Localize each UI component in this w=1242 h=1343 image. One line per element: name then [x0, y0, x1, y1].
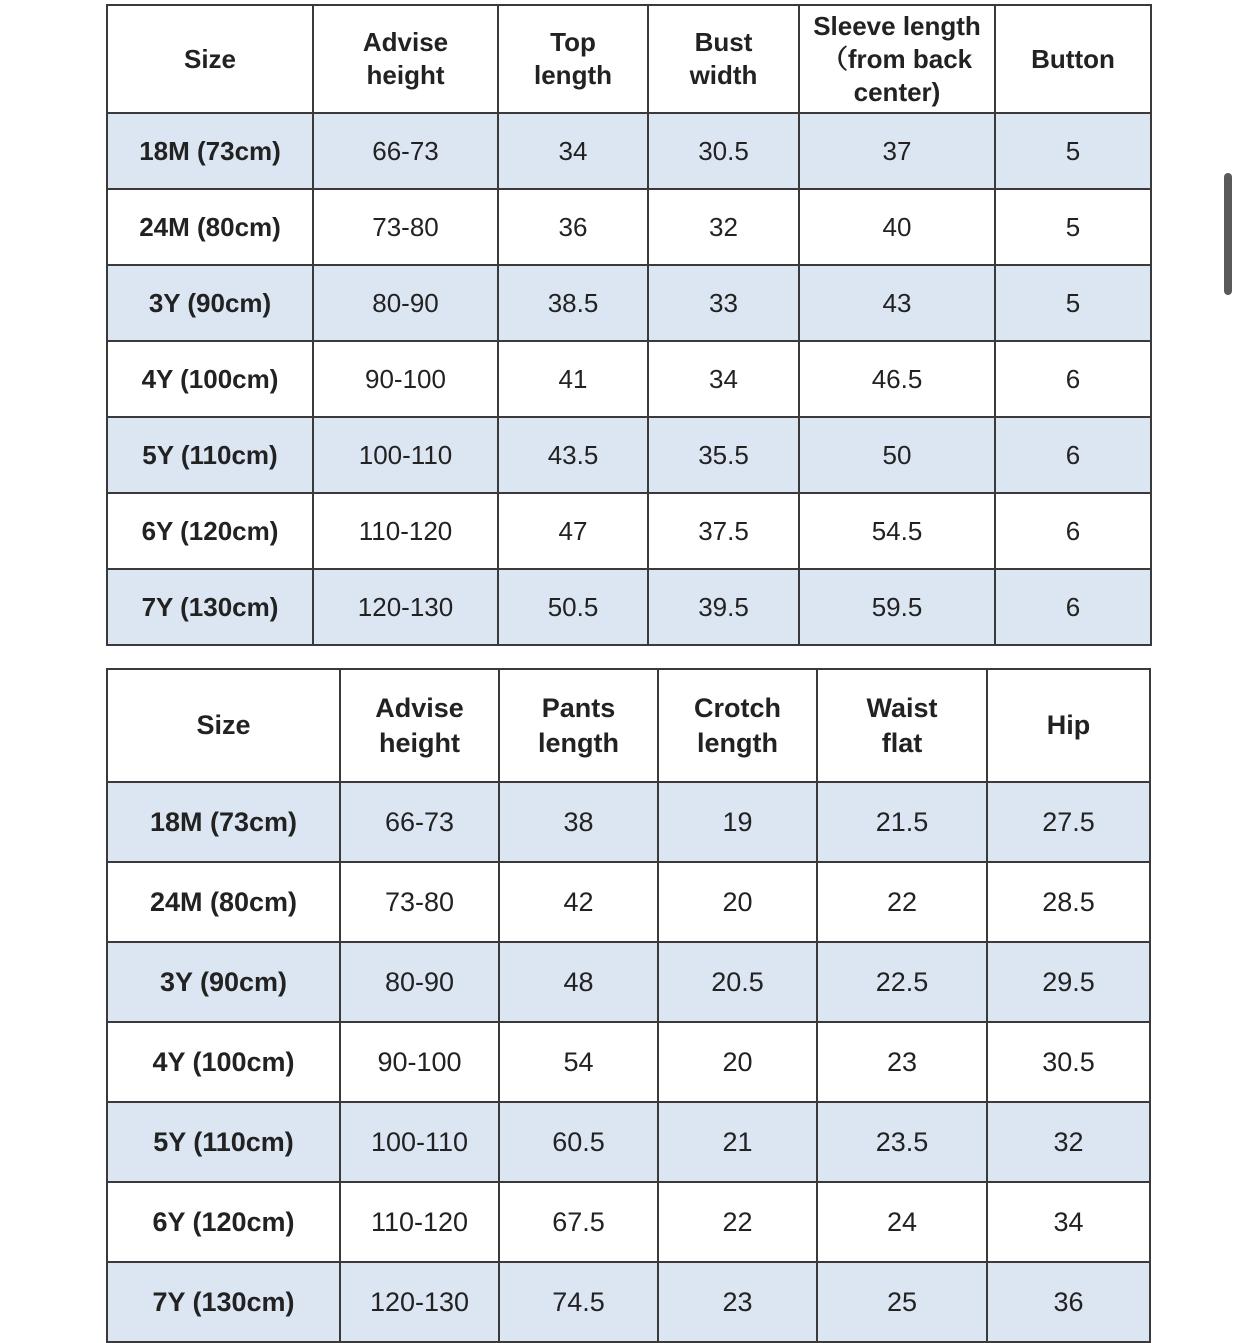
table-row — [107, 1022, 1150, 1102]
table-cell: 110-120 — [313, 493, 498, 569]
table-cell: 20 — [658, 1022, 817, 1102]
table-cell: 22 — [658, 1182, 817, 1262]
header-button: Button — [995, 5, 1151, 113]
top-size-table — [106, 4, 1152, 646]
table-cell: 32 — [987, 1102, 1150, 1182]
table-row — [107, 113, 1151, 189]
table-row — [107, 341, 1151, 417]
table-cell: 35.5 — [648, 417, 799, 493]
table-cell: 5 — [995, 189, 1151, 265]
table-cell: 50.5 — [498, 569, 648, 645]
table-cell: 37 — [799, 113, 995, 189]
header-top-length: Top length — [498, 5, 648, 113]
table-cell: 120-130 — [313, 569, 498, 645]
header-size: Size — [107, 669, 340, 782]
table-cell: 66-73 — [340, 782, 499, 862]
table-row — [107, 942, 1150, 1022]
table-cell: 34 — [648, 341, 799, 417]
size-cell: 4Y (100cm) — [107, 341, 313, 417]
table-cell: 36 — [987, 1262, 1150, 1342]
table-cell: 90-100 — [340, 1022, 499, 1102]
table-cell: 54.5 — [799, 493, 995, 569]
table-cell: 5 — [995, 265, 1151, 341]
table-cell: 73-80 — [340, 862, 499, 942]
size-cell: 24M (80cm) — [107, 862, 340, 942]
table-row — [107, 1182, 1150, 1262]
table-cell: 47 — [498, 493, 648, 569]
table-cell: 42 — [499, 862, 658, 942]
table-cell: 41 — [498, 341, 648, 417]
bottom-size-table — [106, 668, 1151, 1343]
table-cell: 30.5 — [987, 1022, 1150, 1102]
size-cell: 18M (73cm) — [107, 113, 313, 189]
table-cell: 66-73 — [313, 113, 498, 189]
table-header-row — [107, 669, 1150, 782]
table-cell: 6 — [995, 341, 1151, 417]
table-cell: 32 — [648, 189, 799, 265]
table-cell: 100-110 — [313, 417, 498, 493]
table-cell: 38.5 — [498, 265, 648, 341]
size-cell: 3Y (90cm) — [107, 265, 313, 341]
table-cell: 54 — [499, 1022, 658, 1102]
table-cell: 33 — [648, 265, 799, 341]
table-cell: 6 — [995, 569, 1151, 645]
table-cell: 37.5 — [648, 493, 799, 569]
table-cell: 22 — [817, 862, 987, 942]
table-cell: 90-100 — [313, 341, 498, 417]
size-cell: 3Y (90cm) — [107, 942, 340, 1022]
table-cell: 20 — [658, 862, 817, 942]
table-row — [107, 862, 1150, 942]
table-row — [107, 569, 1151, 645]
table-cell: 40 — [799, 189, 995, 265]
table-cell: 60.5 — [499, 1102, 658, 1182]
table-row — [107, 1262, 1150, 1342]
table-row — [107, 417, 1151, 493]
table-cell: 80-90 — [340, 942, 499, 1022]
table-header-row — [107, 5, 1151, 113]
table-cell: 23.5 — [817, 1102, 987, 1182]
table-cell: 23 — [658, 1262, 817, 1342]
size-cell: 7Y (130cm) — [107, 1262, 340, 1342]
table-cell: 21 — [658, 1102, 817, 1182]
table-cell: 46.5 — [799, 341, 995, 417]
table-cell: 100-110 — [340, 1102, 499, 1182]
table-cell: 34 — [987, 1182, 1150, 1262]
table-cell: 6 — [995, 417, 1151, 493]
header-size: Size — [107, 5, 313, 113]
table-cell: 6 — [995, 493, 1151, 569]
table-cell: 73-80 — [313, 189, 498, 265]
table-cell: 28.5 — [987, 862, 1150, 942]
header-hip: Hip — [987, 669, 1150, 782]
table-row — [107, 265, 1151, 341]
size-cell: 6Y (120cm) — [107, 493, 313, 569]
header-advise-height: Advise height — [313, 5, 498, 113]
table-cell: 43.5 — [498, 417, 648, 493]
table-row — [107, 189, 1151, 265]
table-cell: 27.5 — [987, 782, 1150, 862]
table-cell: 74.5 — [499, 1262, 658, 1342]
table-cell: 120-130 — [340, 1262, 499, 1342]
table-row — [107, 493, 1151, 569]
header-bust-width: Bust width — [648, 5, 799, 113]
size-cell: 24M (80cm) — [107, 189, 313, 265]
table-cell: 59.5 — [799, 569, 995, 645]
scrollbar-thumb[interactable] — [1224, 173, 1232, 295]
table-cell: 48 — [499, 942, 658, 1022]
table-cell: 24 — [817, 1182, 987, 1262]
table-cell: 23 — [817, 1022, 987, 1102]
table-row — [107, 1102, 1150, 1182]
table-cell: 80-90 — [313, 265, 498, 341]
header-pants-length: Pants length — [499, 669, 658, 782]
table-cell: 38 — [499, 782, 658, 862]
table-cell: 110-120 — [340, 1182, 499, 1262]
table-cell: 34 — [498, 113, 648, 189]
table-cell: 43 — [799, 265, 995, 341]
size-cell: 5Y (110cm) — [107, 1102, 340, 1182]
table-cell: 25 — [817, 1262, 987, 1342]
header-sleeve-length: Sleeve length （from back center) — [799, 5, 995, 113]
table-cell: 36 — [498, 189, 648, 265]
size-cell: 5Y (110cm) — [107, 417, 313, 493]
table-cell: 19 — [658, 782, 817, 862]
header-waist-flat: Waist flat — [817, 669, 987, 782]
table-row — [107, 782, 1150, 862]
size-cell: 4Y (100cm) — [107, 1022, 340, 1102]
table-cell: 67.5 — [499, 1182, 658, 1262]
table-cell: 22.5 — [817, 942, 987, 1022]
size-cell: 7Y (130cm) — [107, 569, 313, 645]
table-cell: 5 — [995, 113, 1151, 189]
table-cell: 50 — [799, 417, 995, 493]
table-cell: 29.5 — [987, 942, 1150, 1022]
table-cell: 30.5 — [648, 113, 799, 189]
table-cell: 21.5 — [817, 782, 987, 862]
table-cell: 39.5 — [648, 569, 799, 645]
header-crotch-length: Crotch length — [658, 669, 817, 782]
header-advise-height: Advise height — [340, 669, 499, 782]
size-cell: 6Y (120cm) — [107, 1182, 340, 1262]
size-cell: 18M (73cm) — [107, 782, 340, 862]
table-cell: 20.5 — [658, 942, 817, 1022]
